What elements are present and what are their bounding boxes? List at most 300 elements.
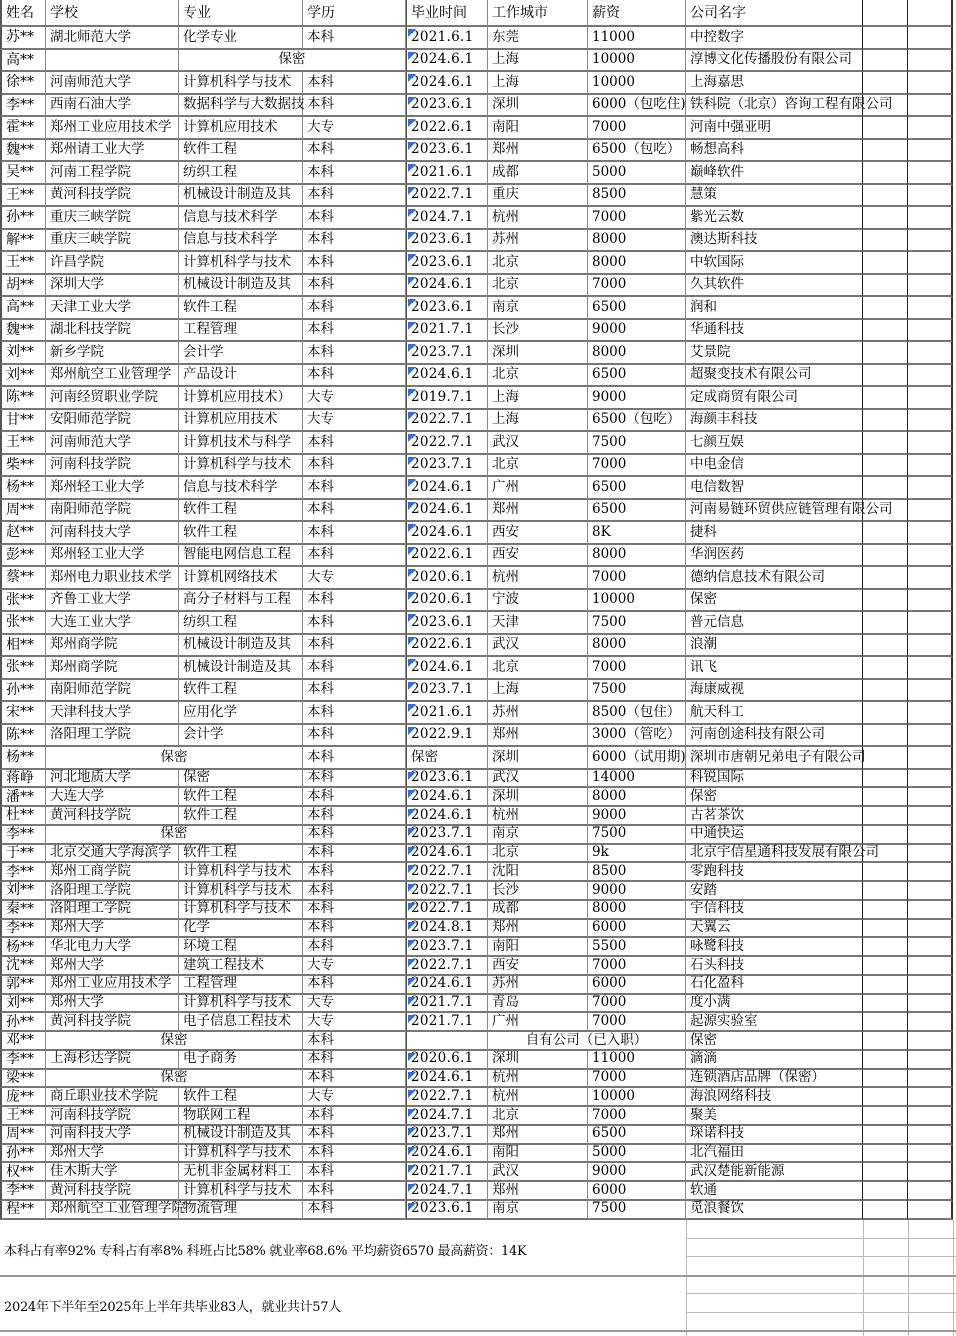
cell-company[interactable]: 琛诺科技 bbox=[686, 1126, 863, 1145]
cell-grad-date[interactable] bbox=[406, 320, 488, 343]
cell-name[interactable]: 张** bbox=[0, 612, 46, 635]
cell-salary[interactable]: 7500 bbox=[588, 680, 686, 703]
cell-school[interactable]: 郑州航空工业管理学院 bbox=[46, 1201, 179, 1220]
cell-company[interactable]: 慧策 bbox=[686, 185, 863, 208]
cell-salary[interactable]: 6500（包吃） bbox=[588, 410, 686, 433]
cell-school[interactable]: 新乡学院 bbox=[46, 342, 179, 365]
empty-cell[interactable] bbox=[863, 50, 908, 73]
cell-company[interactable]: 北汽福田 bbox=[686, 1145, 863, 1164]
cell-salary[interactable]: 6000 bbox=[588, 1182, 686, 1201]
cell-grad-date[interactable] bbox=[406, 1032, 488, 1051]
cell-confidential[interactable]: 保密 bbox=[46, 1032, 303, 1051]
empty-cell[interactable] bbox=[908, 807, 953, 826]
cell-degree[interactable]: 大专 bbox=[303, 957, 406, 976]
cell-school[interactable]: 齐鲁工业大学 bbox=[46, 590, 179, 613]
cell-city[interactable]: 苏州 bbox=[488, 702, 588, 725]
cell-company[interactable]: 安踏 bbox=[686, 882, 863, 901]
cell-salary[interactable]: 6500 bbox=[588, 297, 686, 320]
cell-degree[interactable]: 本科 bbox=[303, 1145, 406, 1164]
cell-major[interactable]: 软件工程 bbox=[179, 807, 303, 826]
empty-cell[interactable] bbox=[863, 275, 908, 298]
cell-company[interactable]: 久其软件 bbox=[686, 275, 863, 298]
cell-school[interactable]: 洛阳理工学院 bbox=[46, 725, 179, 748]
empty-cell[interactable] bbox=[863, 826, 908, 845]
cell-salary[interactable]: 8000 bbox=[588, 788, 686, 807]
cell-city[interactable]: 上海 bbox=[488, 387, 588, 410]
cell-company[interactable]: 宇信科技 bbox=[686, 901, 863, 920]
cell-city[interactable]: 深圳 bbox=[488, 747, 588, 770]
cell-salary[interactable]: 8000 bbox=[588, 230, 686, 253]
empty-cell[interactable] bbox=[863, 140, 908, 163]
cell-salary[interactable]: 7500 bbox=[588, 432, 686, 455]
cell-city[interactable]: 长沙 bbox=[488, 882, 588, 901]
empty-cell[interactable] bbox=[863, 1182, 908, 1201]
empty-cell[interactable] bbox=[908, 50, 953, 73]
cell-name[interactable]: 赵** bbox=[0, 522, 46, 545]
cell-school[interactable]: 北京交通大学海滨学 bbox=[46, 845, 179, 864]
empty-cell[interactable] bbox=[908, 901, 953, 920]
cell-name[interactable]: 邓** bbox=[0, 1032, 46, 1051]
cell-degree[interactable]: 本科 bbox=[303, 252, 406, 275]
cell-degree[interactable]: 大专 bbox=[303, 117, 406, 140]
cell-degree[interactable]: 本科 bbox=[303, 770, 406, 789]
header-company[interactable]: 公司名字 bbox=[686, 0, 863, 27]
cell-school[interactable]: 郑州航空工业管理学 bbox=[46, 365, 179, 388]
empty-cell[interactable] bbox=[863, 657, 908, 680]
cell-grad-date[interactable] bbox=[406, 1088, 488, 1107]
empty-cell[interactable] bbox=[863, 995, 908, 1014]
cell-major[interactable]: 计算机科学与技术 bbox=[179, 882, 303, 901]
cell-name[interactable]: 李** bbox=[0, 95, 46, 118]
cell-salary[interactable]: 7000 bbox=[588, 657, 686, 680]
cell-company[interactable]: 河南易链环贸供应链管理有限公司 bbox=[686, 500, 863, 523]
cell-city[interactable]: 南京 bbox=[488, 826, 588, 845]
cell-company[interactable]: 河南中强亚明 bbox=[686, 117, 863, 140]
empty-cell[interactable] bbox=[908, 590, 953, 613]
empty-cell[interactable] bbox=[908, 455, 953, 478]
cell-major[interactable]: 纺织工程 bbox=[179, 162, 303, 185]
cell-school[interactable]: 湖北师范大学 bbox=[46, 27, 179, 50]
cell-school[interactable]: 天津科技大学 bbox=[46, 702, 179, 725]
cell-salary[interactable]: 8000 bbox=[588, 901, 686, 920]
cell-salary[interactable]: 6500 bbox=[588, 500, 686, 523]
cell-school[interactable]: 郑州工业应用技术学 bbox=[46, 117, 179, 140]
cell-school[interactable]: 黄河科技学院 bbox=[46, 807, 179, 826]
empty-cell[interactable] bbox=[908, 432, 953, 455]
cell-degree[interactable]: 本科 bbox=[303, 477, 406, 500]
cell-city[interactable]: 苏州 bbox=[488, 230, 588, 253]
cell-salary[interactable]: 7500 bbox=[588, 612, 686, 635]
cell-school[interactable]: 河南师范大学 bbox=[46, 432, 179, 455]
empty-cell[interactable] bbox=[908, 185, 953, 208]
cell-name[interactable]: 魏** bbox=[0, 140, 46, 163]
empty-cell[interactable] bbox=[908, 680, 953, 703]
cell-salary[interactable]: 7000 bbox=[588, 957, 686, 976]
cell-salary[interactable]: 9k bbox=[588, 845, 686, 864]
cell-city[interactable]: 北京 bbox=[488, 657, 588, 680]
cell-name[interactable]: 刘** bbox=[0, 365, 46, 388]
cell-school[interactable]: 商丘职业技术学院 bbox=[46, 1088, 179, 1107]
cell-salary[interactable]: 8500 bbox=[588, 185, 686, 208]
empty-cell[interactable] bbox=[908, 863, 953, 882]
cell-name[interactable]: 胡** bbox=[0, 275, 46, 298]
cell-school[interactable]: 上海杉达学院 bbox=[46, 1051, 179, 1070]
cell-degree[interactable]: 本科 bbox=[303, 590, 406, 613]
cell-school[interactable]: 华北电力大学 bbox=[46, 938, 179, 957]
empty-cell[interactable] bbox=[863, 320, 908, 343]
cell-name[interactable]: 陈** bbox=[0, 725, 46, 748]
cell-major[interactable]: 计算机科学与技术 bbox=[179, 455, 303, 478]
cell-name[interactable]: 高** bbox=[0, 297, 46, 320]
cell-salary[interactable]: 9000 bbox=[588, 1163, 686, 1182]
cell-name[interactable]: 李** bbox=[0, 826, 46, 845]
cell-school[interactable]: 郑州大学 bbox=[46, 957, 179, 976]
cell-degree[interactable]: 本科 bbox=[303, 230, 406, 253]
cell-grad-date[interactable] bbox=[406, 702, 488, 725]
empty-cell[interactable] bbox=[908, 410, 953, 433]
cell-name[interactable]: 霍** bbox=[0, 117, 46, 140]
cell-grad-date[interactable] bbox=[406, 230, 488, 253]
empty-cell[interactable] bbox=[908, 545, 953, 568]
cell-school[interactable]: 重庆三峡学院 bbox=[46, 207, 179, 230]
cell-company[interactable]: 咏鹭科技 bbox=[686, 938, 863, 957]
cell-company[interactable]: 石头科技 bbox=[686, 957, 863, 976]
cell-own-company[interactable]: 自有公司（已入职） bbox=[488, 1032, 686, 1051]
empty-cell[interactable] bbox=[908, 297, 953, 320]
cell-salary[interactable]: 7000 bbox=[588, 1107, 686, 1126]
cell-name[interactable]: 柴** bbox=[0, 455, 46, 478]
cell-degree[interactable]: 本科 bbox=[303, 1051, 406, 1070]
cell-name[interactable]: 梁** bbox=[0, 1070, 46, 1089]
cell-city[interactable]: 武汉 bbox=[488, 770, 588, 789]
empty-cell[interactable] bbox=[908, 1107, 953, 1126]
cell-major[interactable]: 应用化学 bbox=[179, 702, 303, 725]
cell-major[interactable]: 计算机科学与技术 bbox=[179, 901, 303, 920]
cell-salary[interactable]: 6500 bbox=[588, 1126, 686, 1145]
cell-degree[interactable]: 本科 bbox=[303, 788, 406, 807]
cell-city[interactable]: 西安 bbox=[488, 522, 588, 545]
cell-salary[interactable]: 7000 bbox=[588, 117, 686, 140]
cell-salary[interactable]: 7500 bbox=[588, 826, 686, 845]
cell-salary[interactable]: 6000（试用期) bbox=[588, 747, 686, 770]
cell-salary[interactable]: 6500 bbox=[588, 365, 686, 388]
cell-company[interactable]: 海颜丰科技 bbox=[686, 410, 863, 433]
cell-school[interactable]: 河南工程学院 bbox=[46, 162, 179, 185]
cell-company[interactable]: 澳达斯科技 bbox=[686, 230, 863, 253]
cell-company[interactable]: 科锐国际 bbox=[686, 770, 863, 789]
cell-major[interactable]: 数据科学与大数据技 bbox=[179, 95, 303, 118]
cell-salary[interactable]: 10000 bbox=[588, 72, 686, 95]
cell-city[interactable]: 武汉 bbox=[488, 432, 588, 455]
cell-name[interactable]: 甘** bbox=[0, 410, 46, 433]
cell-company[interactable]: 超聚变技术有限公司 bbox=[686, 365, 863, 388]
cell-grad-date[interactable] bbox=[406, 522, 488, 545]
empty-cell[interactable] bbox=[863, 957, 908, 976]
cell-degree[interactable]: 本科 bbox=[303, 612, 406, 635]
empty-cell[interactable] bbox=[908, 1182, 953, 1201]
cell-grad-date[interactable] bbox=[406, 185, 488, 208]
empty-cell[interactable] bbox=[908, 365, 953, 388]
cell-grad-date[interactable] bbox=[406, 957, 488, 976]
cell-grad-date[interactable] bbox=[406, 1051, 488, 1070]
empty-cell[interactable] bbox=[908, 1013, 953, 1032]
cell-major[interactable]: 物联网工程 bbox=[179, 1107, 303, 1126]
empty-cell[interactable] bbox=[908, 747, 953, 770]
empty-cell[interactable] bbox=[908, 117, 953, 140]
cell-major[interactable]: 计算机科学与技术 bbox=[179, 72, 303, 95]
cell-degree[interactable]: 本科 bbox=[303, 95, 406, 118]
cell-degree[interactable]: 本科 bbox=[303, 635, 406, 658]
cell-grad-date[interactable] bbox=[406, 882, 488, 901]
empty-cell[interactable] bbox=[863, 297, 908, 320]
cell-company[interactable]: 软通 bbox=[686, 1182, 863, 1201]
cell-major[interactable]: 软件工程 bbox=[179, 845, 303, 864]
cell-degree[interactable]: 本科 bbox=[303, 1032, 406, 1051]
cell-salary[interactable]: 8000 bbox=[588, 545, 686, 568]
empty-cell[interactable] bbox=[863, 1051, 908, 1070]
empty-cell[interactable] bbox=[863, 230, 908, 253]
cell-company[interactable]: 巅峰软件 bbox=[686, 162, 863, 185]
cell-company[interactable]: 保密 bbox=[686, 788, 863, 807]
cell-company[interactable]: 河南创途科技有限公司 bbox=[686, 725, 863, 748]
cell-name[interactable]: 李** bbox=[0, 920, 46, 939]
cell-city[interactable]: 广州 bbox=[488, 477, 588, 500]
cell-city[interactable]: 北京 bbox=[488, 275, 588, 298]
cell-company[interactable]: 浪潮 bbox=[686, 635, 863, 658]
cell-grad-date[interactable] bbox=[406, 612, 488, 635]
cell-salary[interactable]: 9000 bbox=[588, 807, 686, 826]
cell-school[interactable]: 河南师范大学 bbox=[46, 72, 179, 95]
cell-city[interactable]: 郑州 bbox=[488, 500, 588, 523]
cell-city[interactable]: 北京 bbox=[488, 252, 588, 275]
cell-city[interactable]: 成都 bbox=[488, 901, 588, 920]
cell-major[interactable]: 化学专业 bbox=[179, 27, 303, 50]
cell-degree[interactable]: 大专 bbox=[303, 995, 406, 1014]
empty-cell[interactable] bbox=[908, 342, 953, 365]
empty-cell[interactable] bbox=[908, 938, 953, 957]
cell-city[interactable]: 西安 bbox=[488, 545, 588, 568]
cell-degree[interactable]: 本科 bbox=[303, 72, 406, 95]
cell-city[interactable]: 南京 bbox=[488, 1201, 588, 1220]
cell-company[interactable]: 捷科 bbox=[686, 522, 863, 545]
empty-cell[interactable] bbox=[863, 863, 908, 882]
cell-school[interactable]: 深圳大学 bbox=[46, 275, 179, 298]
empty-cell[interactable] bbox=[863, 680, 908, 703]
empty-cell[interactable] bbox=[908, 1126, 953, 1145]
cell-city[interactable]: 苏州 bbox=[488, 976, 588, 995]
cell-degree[interactable]: 本科 bbox=[303, 1163, 406, 1182]
cell-major[interactable]: 产品设计 bbox=[179, 365, 303, 388]
cell-salary[interactable]: 6000（包吃住) bbox=[588, 95, 686, 118]
cell-company[interactable]: 度小满 bbox=[686, 995, 863, 1014]
cell-grad-date[interactable] bbox=[406, 455, 488, 478]
cell-major[interactable]: 计算机科学与技术 bbox=[179, 995, 303, 1014]
cell-city[interactable]: 成都 bbox=[488, 162, 588, 185]
cell-degree[interactable]: 本科 bbox=[303, 1107, 406, 1126]
cell-name[interactable]: 沈** bbox=[0, 957, 46, 976]
cell-major[interactable]: 化学 bbox=[179, 920, 303, 939]
empty-cell[interactable] bbox=[908, 27, 953, 50]
cell-major[interactable]: 软件工程 bbox=[179, 1088, 303, 1107]
cell-degree[interactable]: 本科 bbox=[303, 901, 406, 920]
cell-grad-date[interactable] bbox=[406, 1126, 488, 1145]
empty-cell[interactable] bbox=[863, 1107, 908, 1126]
cell-name[interactable]: 潘** bbox=[0, 788, 46, 807]
cell-city[interactable]: 天津 bbox=[488, 612, 588, 635]
cell-degree[interactable]: 大专 bbox=[303, 1013, 406, 1032]
cell-name[interactable]: 刘** bbox=[0, 882, 46, 901]
cell-name[interactable]: 孙** bbox=[0, 1145, 46, 1164]
cell-grad-date[interactable] bbox=[406, 432, 488, 455]
cell-name[interactable]: 郭** bbox=[0, 976, 46, 995]
empty-cell[interactable] bbox=[863, 635, 908, 658]
cell-city[interactable]: 武汉 bbox=[488, 635, 588, 658]
cell-grad-date[interactable] bbox=[406, 788, 488, 807]
empty-cell[interactable] bbox=[908, 702, 953, 725]
empty-cell[interactable] bbox=[863, 590, 908, 613]
cell-major[interactable]: 高分子材料与工程 bbox=[179, 590, 303, 613]
cell-school[interactable]: 河南经贸职业学院 bbox=[46, 387, 179, 410]
cell-city[interactable]: 杭州 bbox=[488, 1088, 588, 1107]
cell-grad-date[interactable] bbox=[406, 1182, 488, 1201]
cell-degree[interactable]: 本科 bbox=[303, 522, 406, 545]
cell-grad-date[interactable] bbox=[406, 863, 488, 882]
cell-salary[interactable]: 5500 bbox=[588, 938, 686, 957]
cell-grad-date[interactable] bbox=[406, 252, 488, 275]
cell-grad-date[interactable] bbox=[406, 500, 488, 523]
cell-company[interactable]: 德纳信息技术有限公司 bbox=[686, 567, 863, 590]
empty-cell[interactable] bbox=[908, 567, 953, 590]
cell-degree[interactable]: 本科 bbox=[303, 845, 406, 864]
cell-city[interactable]: 广州 bbox=[488, 1013, 588, 1032]
cell-degree[interactable]: 本科 bbox=[303, 702, 406, 725]
cell-salary[interactable]: 10000 bbox=[588, 1088, 686, 1107]
empty-cell[interactable] bbox=[908, 1163, 953, 1182]
cell-major[interactable]: 软件工程 bbox=[179, 522, 303, 545]
cell-major[interactable]: 信息与技术科学 bbox=[179, 207, 303, 230]
cell-grad-date[interactable] bbox=[406, 545, 488, 568]
cell-company[interactable]: 中电金信 bbox=[686, 455, 863, 478]
cell-degree[interactable]: 本科 bbox=[303, 162, 406, 185]
empty-cell[interactable] bbox=[863, 747, 908, 770]
cell-major[interactable]: 工程管理 bbox=[179, 320, 303, 343]
cell-name[interactable]: 刘** bbox=[0, 342, 46, 365]
empty-cell[interactable] bbox=[863, 567, 908, 590]
cell-major[interactable]: 信息与技术科学 bbox=[179, 230, 303, 253]
cell-grad-date[interactable] bbox=[406, 207, 488, 230]
cell-major[interactable]: 计算机科学与技术 bbox=[179, 863, 303, 882]
cell-grad-date[interactable] bbox=[406, 477, 488, 500]
empty-cell[interactable] bbox=[908, 770, 953, 789]
cell-school[interactable]: 黄河科技学院 bbox=[46, 1182, 179, 1201]
cell-major[interactable]: 纺织工程 bbox=[179, 612, 303, 635]
cell-grad-date[interactable] bbox=[406, 410, 488, 433]
cell-city[interactable]: 南阳 bbox=[488, 938, 588, 957]
cell-degree[interactable]: 本科 bbox=[303, 297, 406, 320]
cell-name[interactable]: 相** bbox=[0, 635, 46, 658]
cell-company[interactable]: 上海嘉思 bbox=[686, 72, 863, 95]
cell-school[interactable]: 郑州工业应用技术学 bbox=[46, 976, 179, 995]
cell-salary[interactable]: 7000 bbox=[588, 995, 686, 1014]
cell-salary[interactable]: 7000 bbox=[588, 567, 686, 590]
cell-company[interactable]: 石化盈科 bbox=[686, 976, 863, 995]
cell-company[interactable]: 艾景院 bbox=[686, 342, 863, 365]
cell-school[interactable]: 重庆三峡学院 bbox=[46, 230, 179, 253]
cell-confidential[interactable]: 保密 bbox=[46, 826, 303, 845]
empty-cell[interactable] bbox=[908, 826, 953, 845]
empty-cell[interactable] bbox=[863, 455, 908, 478]
cell-school[interactable]: 郑州轻工业大学 bbox=[46, 545, 179, 568]
cell-city[interactable]: 上海 bbox=[488, 680, 588, 703]
cell-city[interactable]: 郑州 bbox=[488, 920, 588, 939]
cell-city[interactable]: 青岛 bbox=[488, 995, 588, 1014]
cell-degree[interactable]: 大专 bbox=[303, 387, 406, 410]
cell-school[interactable]: 安阳师范学院 bbox=[46, 410, 179, 433]
cell-grad-date[interactable] bbox=[406, 1070, 488, 1089]
cell-school[interactable]: 西南石油大学 bbox=[46, 95, 179, 118]
cell-name[interactable]: 王** bbox=[0, 185, 46, 208]
header-city[interactable]: 工作城市 bbox=[488, 0, 588, 27]
empty-cell[interactable] bbox=[863, 1088, 908, 1107]
cell-city[interactable]: 深圳 bbox=[488, 95, 588, 118]
cell-school[interactable]: 河南科技大学 bbox=[46, 522, 179, 545]
empty-cell[interactable] bbox=[863, 901, 908, 920]
empty-cell[interactable] bbox=[908, 920, 953, 939]
empty-cell[interactable] bbox=[863, 117, 908, 140]
cell-school[interactable]: 黄河科技学院 bbox=[46, 1013, 179, 1032]
empty-cell[interactable] bbox=[908, 230, 953, 253]
empty-cell[interactable] bbox=[863, 1163, 908, 1182]
cell-city[interactable]: 郑州 bbox=[488, 725, 588, 748]
empty-cell[interactable] bbox=[863, 788, 908, 807]
cell-degree[interactable]: 本科 bbox=[303, 882, 406, 901]
cell-city[interactable]: 深圳 bbox=[488, 1051, 588, 1070]
cell-salary[interactable]: 11000 bbox=[588, 27, 686, 50]
cell-major[interactable]: 会计学 bbox=[179, 342, 303, 365]
cell-company[interactable]: 畅想高科 bbox=[686, 140, 863, 163]
cell-name[interactable]: 杨** bbox=[0, 938, 46, 957]
cell-grad-date[interactable] bbox=[406, 920, 488, 939]
cell-city[interactable]: 南京 bbox=[488, 297, 588, 320]
empty-cell[interactable] bbox=[863, 1145, 908, 1164]
empty-cell[interactable] bbox=[863, 342, 908, 365]
cell-name[interactable]: 周** bbox=[0, 1126, 46, 1145]
cell-company[interactable]: 华润医药 bbox=[686, 545, 863, 568]
cell-major[interactable]: 软件工程 bbox=[179, 140, 303, 163]
cell-company[interactable]: 七颜互娱 bbox=[686, 432, 863, 455]
cell-name[interactable]: 吴** bbox=[0, 162, 46, 185]
cell-degree[interactable]: 本科 bbox=[303, 657, 406, 680]
cell-major[interactable]: 计算机应用技术） bbox=[179, 387, 303, 410]
empty-cell[interactable] bbox=[908, 657, 953, 680]
cell-grad-date[interactable] bbox=[406, 657, 488, 680]
cell-degree[interactable]: 本科 bbox=[303, 976, 406, 995]
empty-cell[interactable] bbox=[863, 27, 908, 50]
cell-major[interactable]: 计算机技术与科学 bbox=[179, 432, 303, 455]
cell-grad-date[interactable] bbox=[406, 725, 488, 748]
cell-company[interactable]: 润和 bbox=[686, 297, 863, 320]
cell-major[interactable]: 保密 bbox=[179, 770, 303, 789]
empty-cell[interactable] bbox=[863, 1013, 908, 1032]
cell-city[interactable]: 杭州 bbox=[488, 807, 588, 826]
cell-name[interactable]: 孙** bbox=[0, 1013, 46, 1032]
cell-grad-date[interactable] bbox=[406, 297, 488, 320]
cell-name[interactable]: 权** bbox=[0, 1163, 46, 1182]
cell-company[interactable]: 紫光云数 bbox=[686, 207, 863, 230]
cell-name[interactable]: 张** bbox=[0, 657, 46, 680]
cell-grad-date[interactable] bbox=[406, 50, 488, 73]
cell-name[interactable]: 蒋峥 bbox=[0, 770, 46, 789]
